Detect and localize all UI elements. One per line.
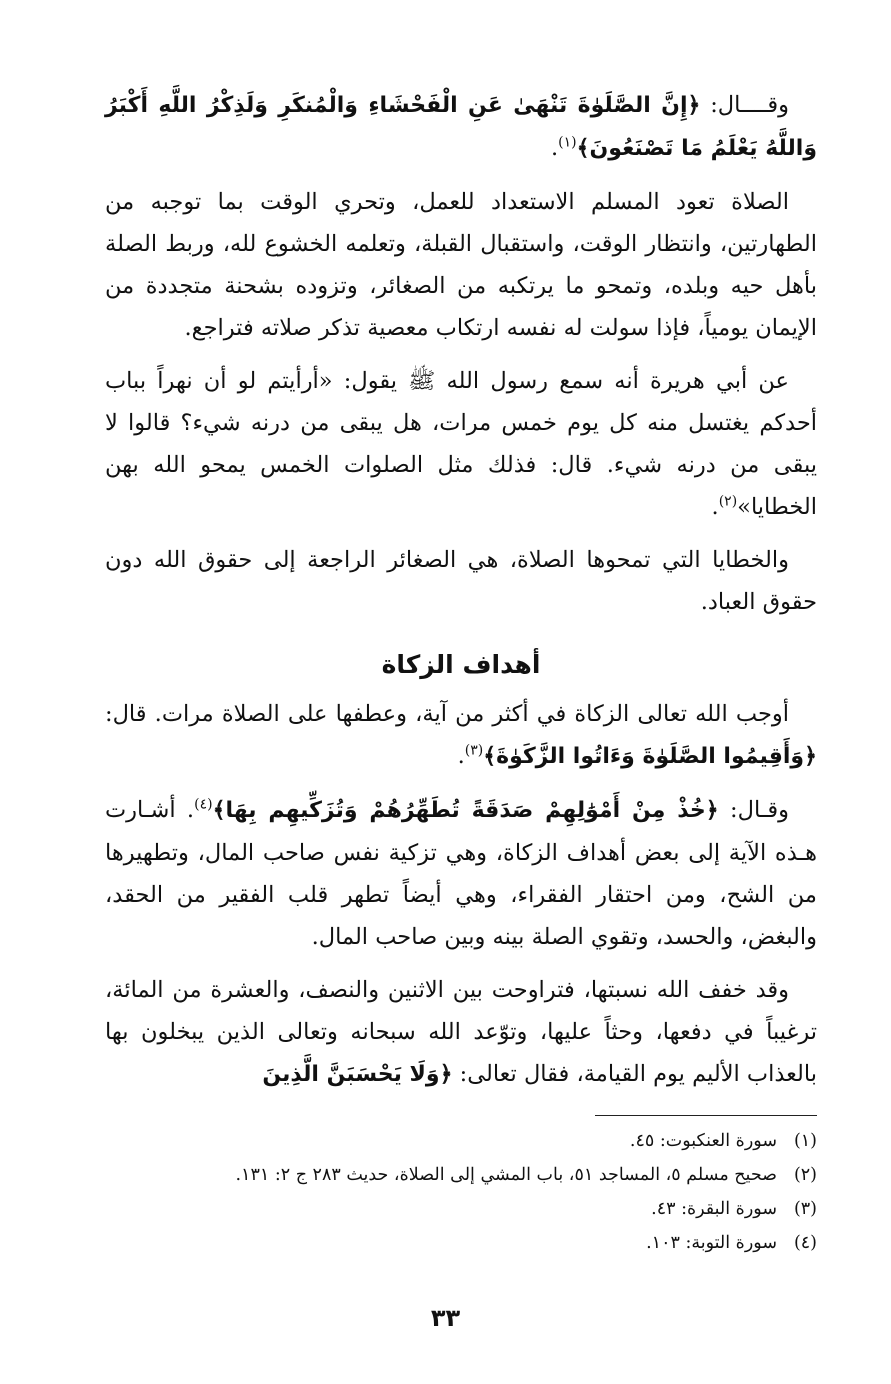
footnote-ref: (٤)	[194, 796, 213, 813]
footnote-item	[105, 1192, 817, 1226]
footnote-ref: (١)	[558, 134, 577, 151]
quran-verse: ﴿وَأَقِيمُوا الصَّلَوٰةَ وَءَاتُوا الزَّكَوٰةَ﴾	[483, 744, 817, 769]
paragraph-prayer-verse: وقــــال: ﴿إِنَّ الصَّلَوٰةَ تَنْهَىٰ عَنِ الْفَحْشَاءِ وَالْمُنكَرِ وَلَذِكْرُ اللَّهِ أَكْبَرُ وَاللَّهُ يَعْلَمُ مَا تَصْنَعُونَ﴾$^{(١)}$.	[105, 92, 817, 161]
section-heading: أهداف الزكاة	[381, 650, 541, 679]
paragraph-prayer-benefits: الصلاة تعود المسلم الاستعداد للعمل، وتحري الوقت بما توجبه من الطهارتين، وانتظار الوقت، واستقبال القبلة، وتعلمه الخشوع لله، وربط الصلة بأهل حيه وبلده، وتمحو ما يرتكبه من الصغائر، وتزوده بشحنة متجددة من الإيمان يومياً، فإذا سولت له نفسه ارتكاب معصية تذكر صلاته فتراجع.	[105, 189, 817, 341]
footnote-number: (٢)	[793, 1165, 817, 1185]
paragraph-zakat-purpose: وقـال: ﴿خُذْ مِنْ أَمْوَٰلِهِمْ صَدَقَةً تُطَهِّرُهُمْ وَتُزَكِّيهِم بِهَا﴾$^{(٤)}$. أشـارت هـذه الآية إلى بعض أهداف الزكاة، وهي تزكية نفس صاحب المال، وتطهيرها من الشح، ومن احتقار الفقراء، وهي أيضاً تطهر قلب الفقير من الحقد، والبغض، والحسد، وتقوي الصلة بينه وبين صاحب المال.	[105, 796, 817, 950]
paragraph-zakat-rate: وقد خفف الله نسبتها، فتراوحت بين الاثنين والنصف، والعشرة من المائة، ترغيباً في دفعها، وحثاً عليها، وتوّعد الله سبحانه وتعالى الذين يبخلون بها بالعذاب الأليم يوم القيامة، فقال تعالى: ﴿وَلَا يَحْسَبَنَّ الَّذِينَ	[105, 977, 817, 1087]
footnote-text: صحيح مسلم ٥، المساجد ٥١، باب المشي إلى الصلاة، حديث ٢٨٣ ج ٢: ١٣١.	[235, 1165, 777, 1185]
paragraph-hadith: عن أبي هريرة أنه سمع رسول الله ﷺ يقول: «أرأيتم لو أن نهراً بباب أحدكم يغتسل منه كل يوم خمس مرات، هل يبقى من درنه شيء؟ قالوا لا يبقى من درنه شيء. قال: فذلك مثل الصلوات الخمس يمحو الله بهن الخطايا»$^{(٢)}$.	[105, 368, 817, 520]
footnote-item	[105, 1124, 817, 1158]
footnote-number: (٣)	[793, 1199, 817, 1219]
paragraph-zakat-obligation: أوجب الله تعالى الزكاة في أكثر من آية، وعطفها على الصلاة مرات. قال: ﴿وَأَقِيمُوا الصَّلَوٰةَ وَءَاتُوا الزَّكَوٰةَ﴾$^{(٣)}$.	[105, 701, 817, 769]
page-body	[105, 84, 817, 1107]
footnote-text: سورة البقرة: ٤٣.	[651, 1199, 777, 1219]
quran-verse: ﴿خُذْ مِنْ أَمْوَٰلِهِمْ صَدَقَةً تُطَهِّرُهُمْ وَتُزَكِّيهِم بِهَا﴾	[212, 798, 719, 823]
footnote-item	[105, 1226, 817, 1260]
footnote-number: (١)	[793, 1131, 817, 1151]
footnotes	[105, 1124, 817, 1260]
footnote-ref: (٣)	[464, 742, 484, 759]
quran-verse: ﴿إِنَّ الصَّلَوٰةَ تَنْهَىٰ عَنِ الْفَحْشَاءِ وَالْمُنكَرِ وَلَذِكْرُ اللَّهِ أَكْبَرُ وَاللَّهُ يَعْلَمُ مَا تَصْنَعُونَ﴾	[105, 93, 817, 161]
page-number: ٣٣	[430, 1304, 461, 1332]
footnote-number: (٤)	[793, 1233, 817, 1253]
footnote-item	[105, 1158, 817, 1192]
footnote-ref: (٢)	[718, 493, 738, 510]
quran-verse: ﴿وَلَا يَحْسَبَنَّ الَّذِينَ	[262, 1062, 453, 1087]
footnote-text: سورة التوبة: ١٠٣.	[646, 1233, 777, 1253]
footnote-text: سورة العنكبوت: ٤٥.	[629, 1131, 777, 1151]
footnote-divider	[595, 1115, 817, 1116]
paragraph-sins: والخطايا التي تمحوها الصلاة، هي الصغائر الراجعة إلى حقوق الله دون حقوق العباد.	[105, 547, 817, 615]
